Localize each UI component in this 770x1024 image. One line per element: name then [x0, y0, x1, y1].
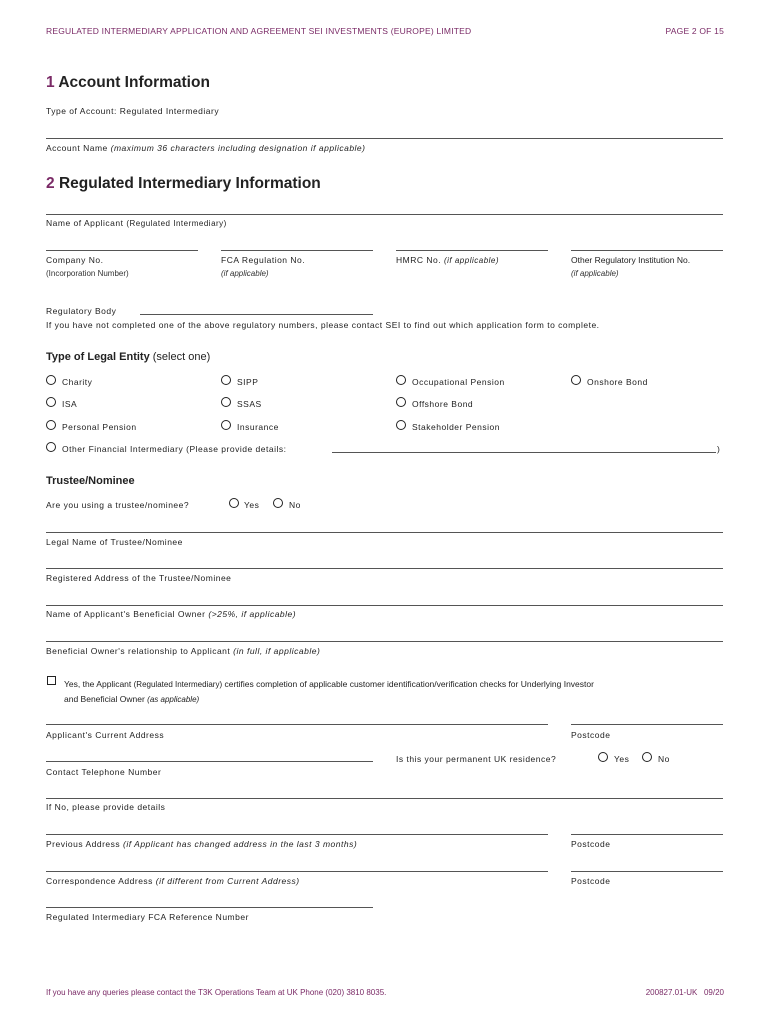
trustee-no-label: No — [289, 500, 301, 510]
beneficial-owner-field[interactable] — [46, 605, 723, 606]
trustee-address-field[interactable] — [46, 568, 723, 569]
certify-checkbox[interactable] — [47, 676, 56, 685]
trustee-address-label: Registered Address of the Trustee/Nominee — [46, 573, 232, 583]
radio-isa[interactable] — [46, 397, 56, 407]
account-type-label: Type of Account: — [46, 106, 117, 116]
option-offshore-bond-label: Offshore Bond — [412, 399, 474, 409]
account-type-row — [46, 106, 219, 116]
correspondence-address-label-row — [46, 876, 300, 886]
radio-other-financial-intermediary[interactable] — [46, 442, 56, 452]
trustee-legal-name-label: Legal Name of Trustee/Nominee — [46, 537, 183, 547]
relationship-field[interactable] — [46, 641, 723, 642]
correspondence-postcode-field[interactable] — [571, 871, 723, 872]
certify-text-3: certifies completion of applicable customer identification/verification checks for Underlying Investor — [224, 679, 594, 689]
trustee-question: Are you using a trustee/nominee? — [46, 500, 190, 510]
current-address-label: Applicant's Current Address — [46, 730, 165, 740]
permanent-yes-label: Yes — [614, 754, 630, 764]
applicant-name-label: Name of Applicant — [46, 218, 124, 228]
hmrc-no-hint: (if applicable) — [443, 256, 500, 265]
regulatory-body-field[interactable] — [140, 314, 373, 315]
section-2-number: 2 — [46, 175, 55, 192]
section-1-title: Account Information — [58, 74, 210, 91]
option-other-close: ) — [717, 444, 721, 454]
legal-entity-title: Type of Legal Entity — [46, 351, 150, 363]
relationship-label-row — [46, 646, 320, 656]
regulatory-body-label: Regulatory Body — [46, 306, 117, 316]
current-address-field[interactable] — [46, 724, 548, 725]
beneficial-owner-hint: (>25%, if applicable) — [208, 609, 297, 619]
section-1-number: 1 — [46, 74, 55, 91]
applicant-name-label-row — [46, 218, 227, 228]
option-other-hint: Please provide details: — [189, 444, 287, 454]
relationship-label: Beneficial Owner's relationship to Applicant — [46, 646, 231, 656]
option-isa-label: ISA — [62, 399, 78, 409]
radio-offshore-bond[interactable] — [396, 397, 406, 407]
account-name-label: Account Name — [46, 143, 108, 153]
radio-sipp[interactable] — [221, 375, 231, 385]
permanent-yes-radio[interactable] — [598, 752, 608, 762]
option-onshore-bond-label: Onshore Bond — [587, 377, 648, 387]
fca-reference-label: Regulated Intermediary FCA Reference Number — [46, 912, 249, 922]
account-type-value: Regulated Intermediary — [119, 106, 220, 116]
previous-address-label-row — [46, 839, 357, 849]
footer-code: 200827.01-UK 09/20 — [645, 988, 724, 997]
section-2-title: Regulated Intermediary Information — [58, 175, 321, 192]
legal-entity-hint: (select one) — [152, 351, 211, 363]
telephone-field[interactable] — [46, 761, 373, 762]
previous-address-field[interactable] — [46, 834, 548, 835]
previous-address-label: Previous Address — [46, 839, 121, 849]
radio-charity[interactable] — [46, 375, 56, 385]
radio-occupational-pension[interactable] — [396, 375, 406, 385]
if-no-details-field[interactable] — [46, 798, 723, 799]
option-ssas-label: SSAS — [237, 399, 262, 409]
account-name-label-row — [46, 143, 366, 153]
permanent-no-label: No — [658, 754, 670, 764]
certify-text-1: Yes, the Applicant — [64, 679, 132, 689]
other-details-field[interactable] — [332, 452, 716, 453]
option-charity-label: Charity — [62, 377, 93, 387]
certify-text-2: (Regulated Intermediary) — [133, 680, 223, 689]
fca-no-label: FCA Regulation No. — [221, 255, 306, 265]
radio-ssas[interactable] — [221, 397, 231, 407]
current-postcode-field[interactable] — [571, 724, 723, 725]
current-postcode-label: Postcode — [571, 730, 611, 740]
option-occupational-pension-label: Occupational Pension — [412, 377, 505, 387]
previous-postcode-label: Postcode — [571, 839, 611, 849]
option-other-label: Other Financial Intermediary ( — [62, 444, 190, 454]
correspondence-address-field[interactable] — [46, 871, 548, 872]
footer-contact: If you have any queries please contact the T3K Operations Team at UK Phone (020) 3810 8035. — [46, 988, 387, 997]
permanent-no-radio[interactable] — [642, 752, 652, 762]
certify-text-5: (as applicable) — [147, 695, 200, 704]
telephone-label: Contact Telephone Number — [46, 767, 162, 777]
option-other-label-row — [62, 444, 286, 454]
applicant-name-field[interactable] — [46, 214, 723, 215]
account-name-hint: (maximum 36 characters including designation if applicable) — [110, 143, 366, 153]
company-no-label: Company No. — [46, 255, 104, 265]
company-no-hint: (Incorporation Number) — [46, 269, 129, 278]
fca-no-hint: (if applicable) — [221, 269, 269, 278]
permanent-residence-question: Is this your permanent UK residence? — [396, 754, 557, 764]
legal-entity-heading — [46, 351, 210, 363]
other-no-field[interactable] — [571, 250, 723, 251]
hmrc-no-label: HMRC No. — [396, 255, 442, 265]
other-no-hint: (if applicable) — [571, 269, 619, 278]
option-stakeholder-pension-label: Stakeholder Pension — [412, 422, 500, 432]
company-no-field[interactable] — [46, 250, 198, 251]
correspondence-address-hint: (if different from Current Address) — [155, 876, 300, 886]
applicant-name-hint: (Regulated Intermediary) — [126, 219, 227, 228]
hmrc-no-label-row — [396, 255, 499, 265]
radio-stakeholder-pension[interactable] — [396, 420, 406, 430]
certify-text — [64, 677, 729, 707]
certify-text-4: and Beneficial Owner — [64, 694, 145, 704]
fca-no-field[interactable] — [221, 250, 373, 251]
trustee-yes-label: Yes — [244, 500, 260, 510]
previous-postcode-field[interactable] — [571, 834, 723, 835]
section-1-heading — [46, 74, 210, 92]
beneficial-owner-label-row — [46, 609, 296, 619]
hmrc-no-field[interactable] — [396, 250, 548, 251]
section-2-heading — [46, 175, 321, 193]
option-insurance-label: Insurance — [237, 422, 279, 432]
page-number: PAGE 2 OF 15 — [665, 26, 724, 36]
regulatory-note: If you have not completed one of the above regulatory numbers, please contact SEI to find out which application form to complete. — [46, 320, 600, 330]
trustee-heading: Trustee/Nominee — [46, 475, 135, 487]
radio-personal-pension[interactable] — [46, 420, 56, 430]
trustee-no-radio[interactable] — [273, 498, 283, 508]
option-sipp-label: SIPP — [237, 377, 259, 387]
if-no-details-label: If No, please provide details — [46, 802, 166, 812]
trustee-legal-name-field[interactable] — [46, 532, 723, 533]
other-no-label: Other Regulatory Institution No. — [571, 255, 691, 265]
beneficial-owner-label: Name of Applicant's Beneficial Owner — [46, 609, 206, 619]
fca-reference-field[interactable] — [46, 907, 373, 908]
trustee-yes-radio[interactable] — [229, 498, 239, 508]
option-personal-pension-label: Personal Pension — [62, 422, 137, 432]
relationship-hint: (in full, if applicable) — [233, 646, 321, 656]
document-header-title: REGULATED INTERMEDIARY APPLICATION AND AGREEMENT SEI INVESTMENTS (EUROPE) LIMITED — [46, 26, 472, 36]
previous-address-hint: (if Applicant has changed address in the last 3 months) — [123, 839, 358, 849]
correspondence-address-label: Correspondence Address — [46, 876, 153, 886]
correspondence-postcode-label: Postcode — [571, 876, 611, 886]
account-name-field[interactable] — [46, 138, 723, 139]
radio-onshore-bond[interactable] — [571, 375, 581, 385]
radio-insurance[interactable] — [221, 420, 231, 430]
